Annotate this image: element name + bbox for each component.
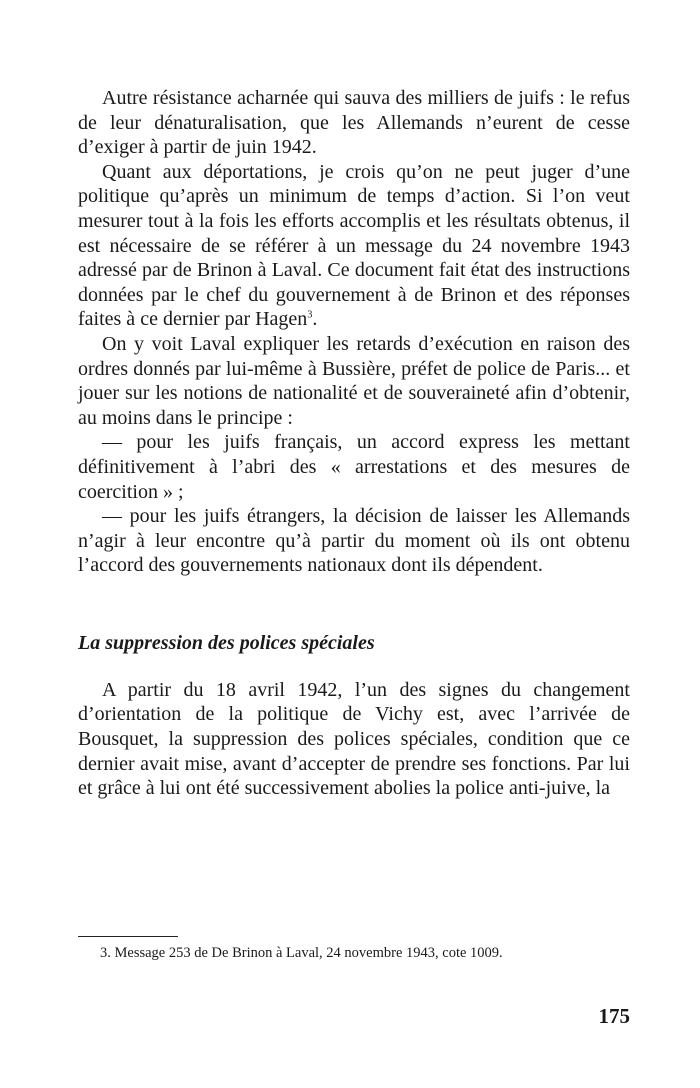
section-heading: La suppression des polices spéciales bbox=[78, 631, 375, 654]
page-number: 175 bbox=[598, 1004, 630, 1028]
paragraph-deportations-text: Quant aux déportations, je crois qu’on ne peut juger d’une politique qu’après un minimum de temps d’action. Si l’on veut mesurer tout à la fois les efforts accomplis et les résultats obtenus, il est nécessaire de se référer à un message du 24 novembre 1943 adressé par de Brinon à Laval. Ce document fait état des instructions données par le chef du gouvernement à de Brinon et des réponses faites à ce dernier par Hagen bbox=[78, 160, 630, 331]
paragraph-juifs-etrangers: — pour les juifs étrangers, la décision de laisser les Allemands n’agir à leur encontre qu’à partir du moment où ils ont obtenu l’accord des gouvernements nationaux dont ils dépendent. bbox=[78, 505, 630, 577]
paragraph-polices-speciales: A partir du 18 avril 1942, l’un des signes du changement d’orientation de la politique de Vichy est, avec l’arrivée de Bousquet, la suppression des polices spéciales, condition que ce dernier avait mise, avant d’accepter de prendre ses fonctions. Par lui et grâce à lui ont été successivement abolies la police anti-juive, la bbox=[78, 678, 630, 800]
paragraph-juifs-francais: — pour les juifs français, un accord express les mettant définitivement à l’abri des « arrestations et des mesures de coercition » ; bbox=[78, 431, 630, 503]
footnote-reference: 3 bbox=[307, 309, 313, 321]
paragraph-deportations: Quant aux déportations, je crois qu’on ne peut juger d’une politique qu’après un minimum de temps d’action. Si l’on veut mesurer tout à la fois les efforts accomplis et les résultats obtenus, il est nécessaire de se référer à un message du 24 novembre 1943 adressé par de Brinon à Laval. Ce document fait état des instructions données par le chef du gouvernement à de Brinon et des réponses faites à ce dernier par Hagen$^3$. bbox=[78, 160, 630, 331]
paragraph-dénaturalisation: Autre résistance acharnée qui sauva des milliers de juifs : le refus de leur dénaturalisation, que les Allemands n’eurent de cesse d’exiger à partir de juin 1942. bbox=[78, 87, 630, 159]
paragraph-laval: On y voit Laval expliquer les retards d’exécution en raison des ordres donnés par lui-même à Bussière, préfet de police de Paris... et jouer sur les notions de nationalité et de souveraineté afin d’obtenir, au moins dans le principe : bbox=[78, 332, 630, 429]
footnote: 3. Message 253 de De Brinon à Laval, 24 novembre 1943, cote 1009. bbox=[100, 945, 503, 961]
page-body bbox=[78, 86, 630, 801]
footnote-divider bbox=[78, 936, 178, 937]
